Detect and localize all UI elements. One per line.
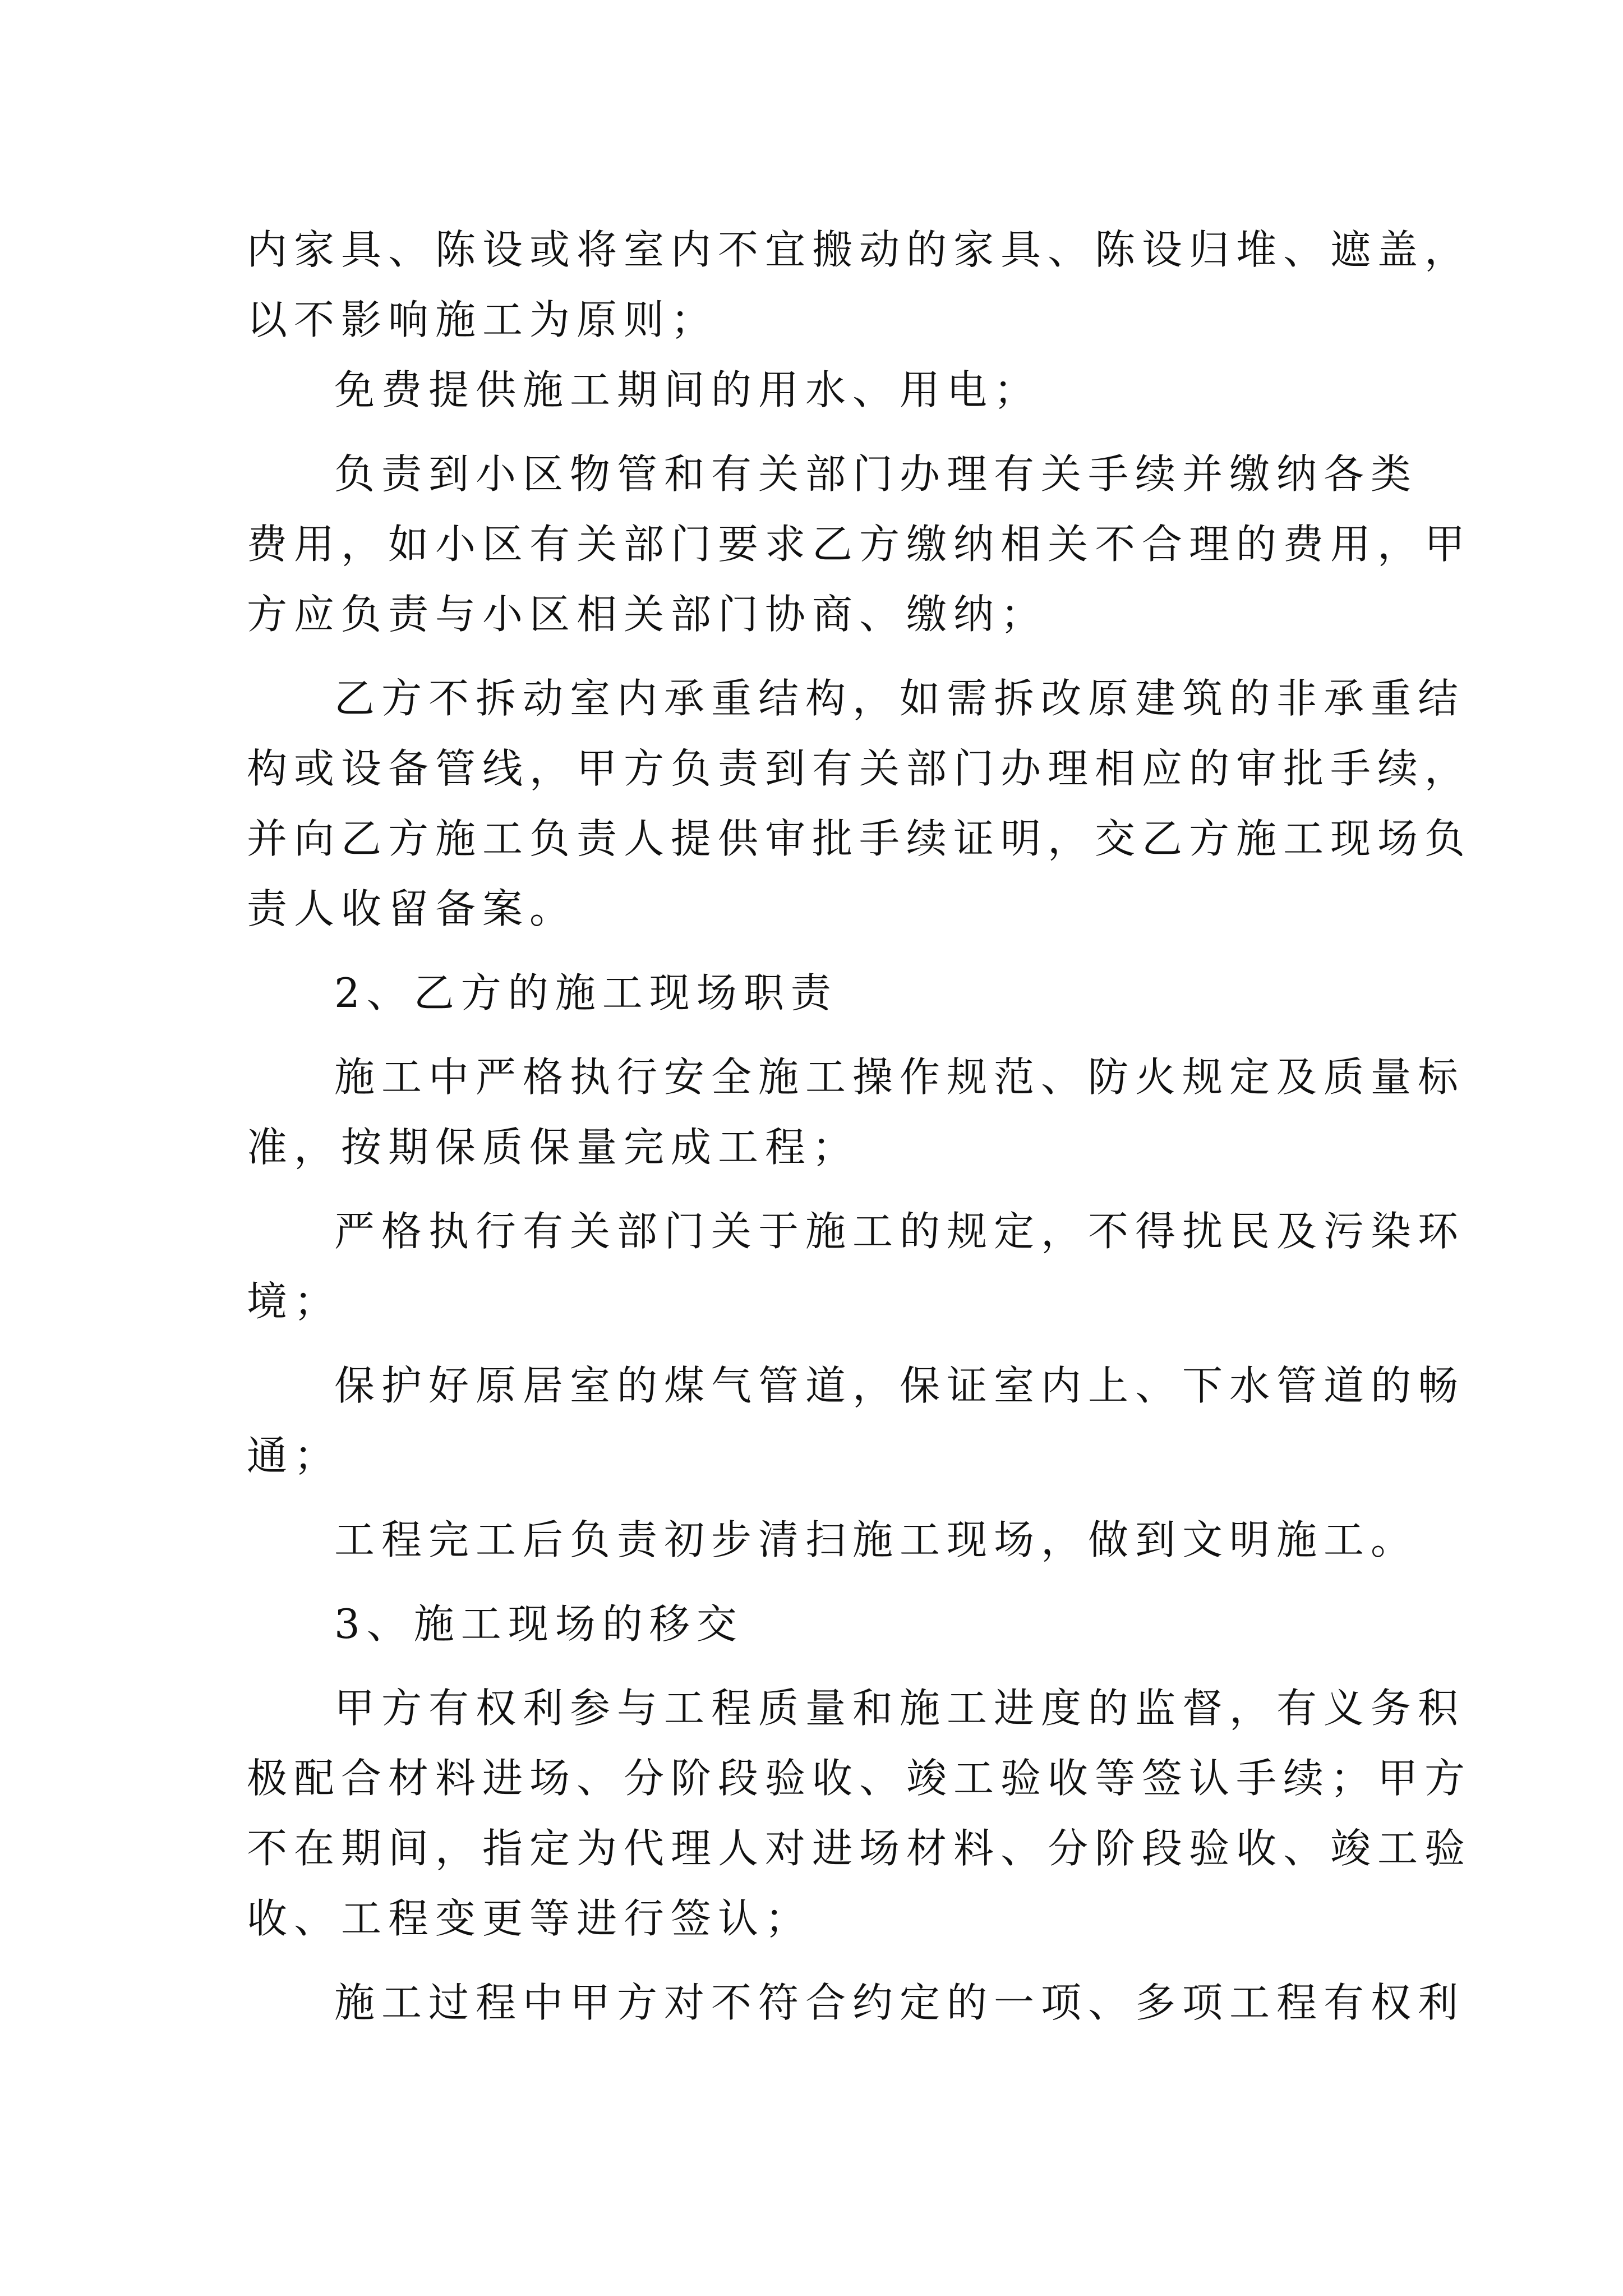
text-line: 责人收留备案。: [247, 885, 577, 932]
text-line: 极配合材料进场、分阶段验收、竣工验收等签认手续；甲方: [247, 1755, 1472, 1802]
section-heading: 2、乙方的施工现场职责: [334, 969, 838, 1016]
text-line: 以不影响施工为原则；: [247, 296, 718, 343]
text-line: 乙方不拆动室内承重结构，如需拆改原建筑的非承重结: [334, 675, 1465, 722]
section-heading: 3、施工现场的移交: [334, 1600, 744, 1648]
text-line: 负责到小区物管和有关部门办理有关手续并缴纳各类: [334, 450, 1418, 498]
text-line: 通；: [247, 1432, 342, 1479]
text-line: 保护好原居室的煤气管道，保证室内上、下水管道的畅: [334, 1362, 1465, 1409]
text-line: 方应负责与小区相关部门协商、缴纳；: [247, 591, 1048, 638]
text-line: 工程完工后负责初步清扫施工现场，做到文明施工。: [334, 1516, 1418, 1563]
text-line: 内家具、陈设或将室内不宜搬动的家具、陈设归堆、遮盖，: [247, 226, 1472, 273]
text-line: 准，按期保质保量完成工程；: [247, 1124, 860, 1171]
text-line: 构或设备管线，甲方负责到有关部门办理相应的审批手续，: [247, 745, 1472, 792]
text-line: 施工过程中甲方对不符合约定的一项、多项工程有权利: [334, 1979, 1465, 2026]
text-line: 费用，如小区有关部门要求乙方缴纳相关不合理的费用，甲: [247, 521, 1472, 568]
text-line: 施工中严格执行安全施工操作规范、防火规定及质量标: [334, 1053, 1465, 1101]
text-line: 不在期间，指定为代理人对进场材料、分阶段验收、竣工验: [247, 1825, 1472, 1872]
text-line: 收、工程变更等进行签认；: [247, 1895, 813, 1942]
text-line: 免费提供施工期间的用水、用电；: [334, 366, 1041, 413]
text-line: 并向乙方施工负责人提供审批手续证明，交乙方施工现场负: [247, 815, 1472, 862]
text-line: 严格执行有关部门关于施工的规定，不得扰民及污染环: [334, 1208, 1465, 1255]
text-line: 甲方有权利参与工程质量和施工进度的监督，有义务积: [334, 1685, 1465, 1732]
text-line: 境；: [247, 1278, 342, 1325]
